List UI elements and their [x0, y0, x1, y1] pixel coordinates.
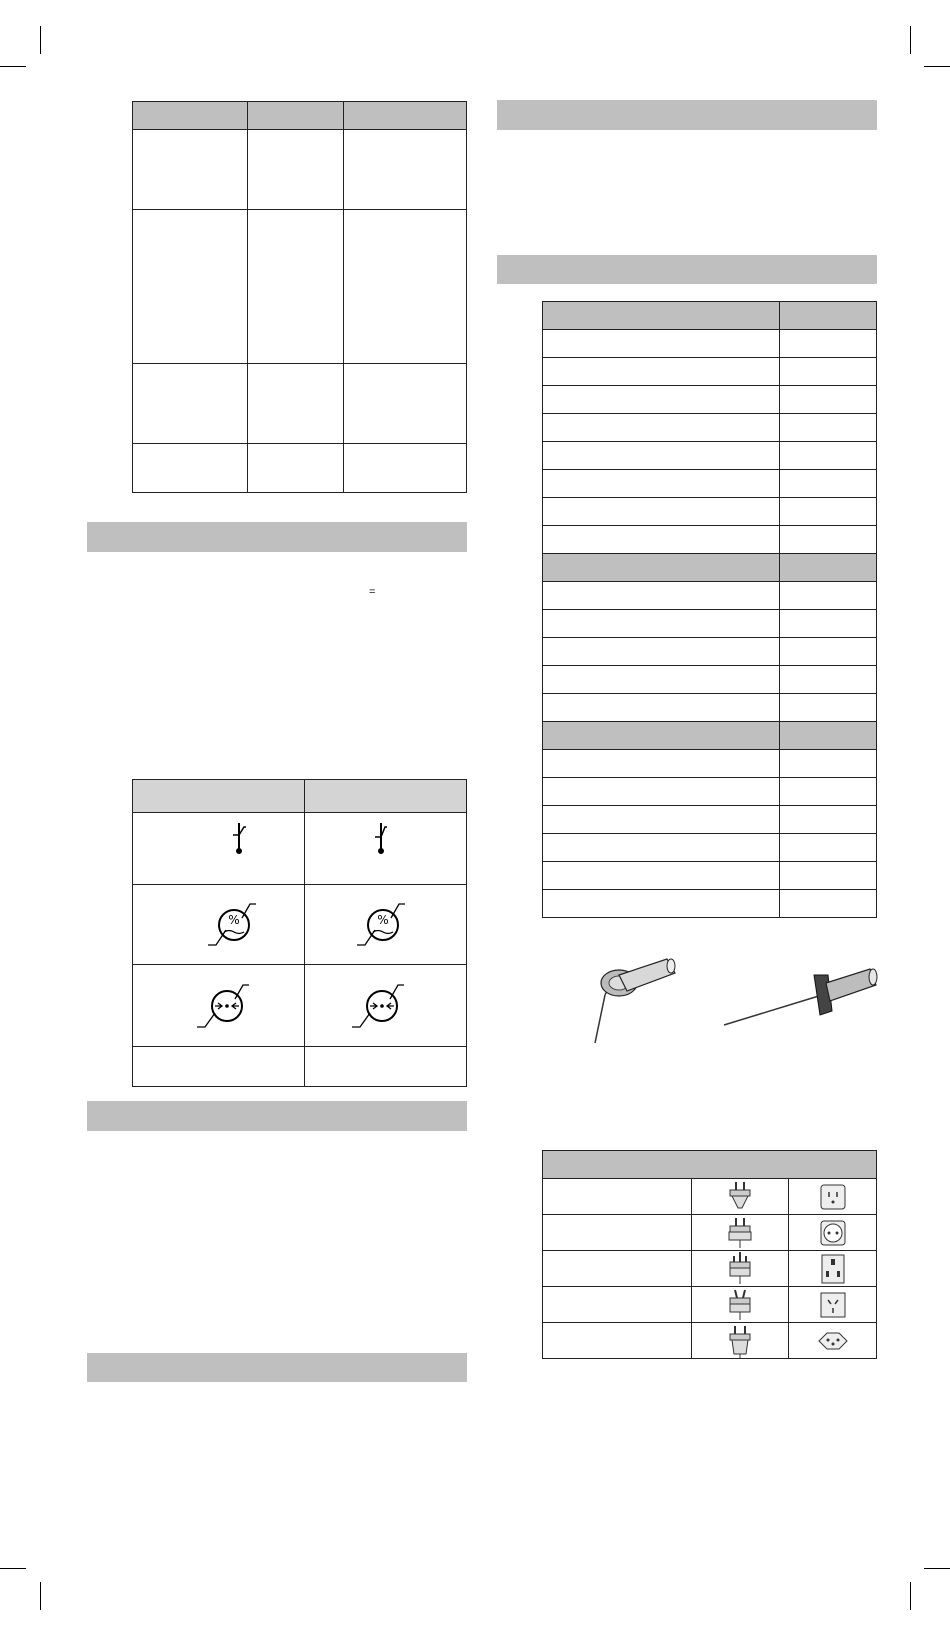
table-row — [543, 1287, 877, 1323]
table-row — [543, 358, 877, 386]
table-row — [543, 414, 877, 442]
table-header-cell — [133, 780, 305, 813]
table-group-header — [543, 554, 877, 582]
table-row — [543, 386, 877, 414]
section-heading-bar — [87, 522, 467, 552]
table-row — [543, 330, 877, 358]
table-row — [543, 806, 877, 834]
humidity-percent-icon — [133, 900, 304, 950]
probe-straight-needle-illustration — [722, 955, 878, 1035]
table-header-cell — [305, 780, 467, 813]
thermometer-icon — [305, 813, 466, 884]
uk-socket-icon — [789, 1253, 876, 1285]
table-row — [133, 364, 467, 444]
ch-socket-icon — [789, 1325, 876, 1357]
table-row — [543, 498, 877, 526]
au-socket-icon — [789, 1289, 876, 1321]
probe-bent-needle-illustration — [585, 955, 685, 1045]
dc-symbol: = — [369, 586, 375, 598]
eu-socket-icon — [789, 1217, 876, 1249]
plug-table — [542, 1150, 877, 1359]
section-heading-bar — [87, 1353, 467, 1382]
table-row — [543, 666, 877, 694]
us-socket-icon — [789, 1181, 876, 1213]
au-plug-icon — [692, 1288, 788, 1322]
uk-plug-icon — [692, 1252, 788, 1286]
table-row — [543, 1179, 877, 1215]
table-row — [133, 813, 467, 885]
eu-plug-icon — [692, 1216, 788, 1250]
table-row — [543, 638, 877, 666]
environment-table — [132, 779, 467, 1087]
table-row — [543, 862, 877, 890]
table-row — [543, 890, 877, 918]
table-row — [543, 778, 877, 806]
table-row — [133, 965, 467, 1047]
table-header-cell — [344, 102, 467, 130]
table-header-cell — [133, 102, 248, 130]
table-row — [543, 1323, 877, 1359]
air-pressure-icon — [133, 981, 304, 1031]
table-row — [133, 130, 467, 210]
table-row — [133, 885, 467, 965]
table-row — [543, 1251, 877, 1287]
section-heading-bar — [497, 255, 877, 284]
table-row — [133, 1047, 467, 1087]
table-row — [543, 694, 877, 722]
table-group-header — [543, 302, 877, 330]
table-header-cell — [543, 1151, 877, 1179]
us-plug-icon — [692, 1180, 788, 1214]
table-row — [543, 1215, 877, 1251]
table-row — [133, 210, 467, 364]
spec-table — [542, 301, 877, 918]
svg-text:%: % — [376, 912, 389, 927]
section-heading-bar — [497, 100, 877, 130]
section-heading-bar — [87, 1101, 467, 1131]
table-row — [543, 470, 877, 498]
table-group-header — [543, 722, 877, 750]
table-header-cell — [248, 102, 344, 130]
thermometer-icon — [133, 813, 304, 884]
air-pressure-icon — [305, 981, 466, 1031]
table-row — [543, 610, 877, 638]
ch-plug-icon — [692, 1324, 788, 1358]
table-row — [543, 582, 877, 610]
table-row — [543, 834, 877, 862]
table-row — [543, 442, 877, 470]
table-row — [133, 444, 467, 493]
left-table-1 — [132, 101, 467, 493]
table-row — [543, 526, 877, 554]
humidity-percent-icon — [305, 900, 466, 950]
svg-text:%: % — [227, 912, 240, 927]
table-row — [543, 750, 877, 778]
